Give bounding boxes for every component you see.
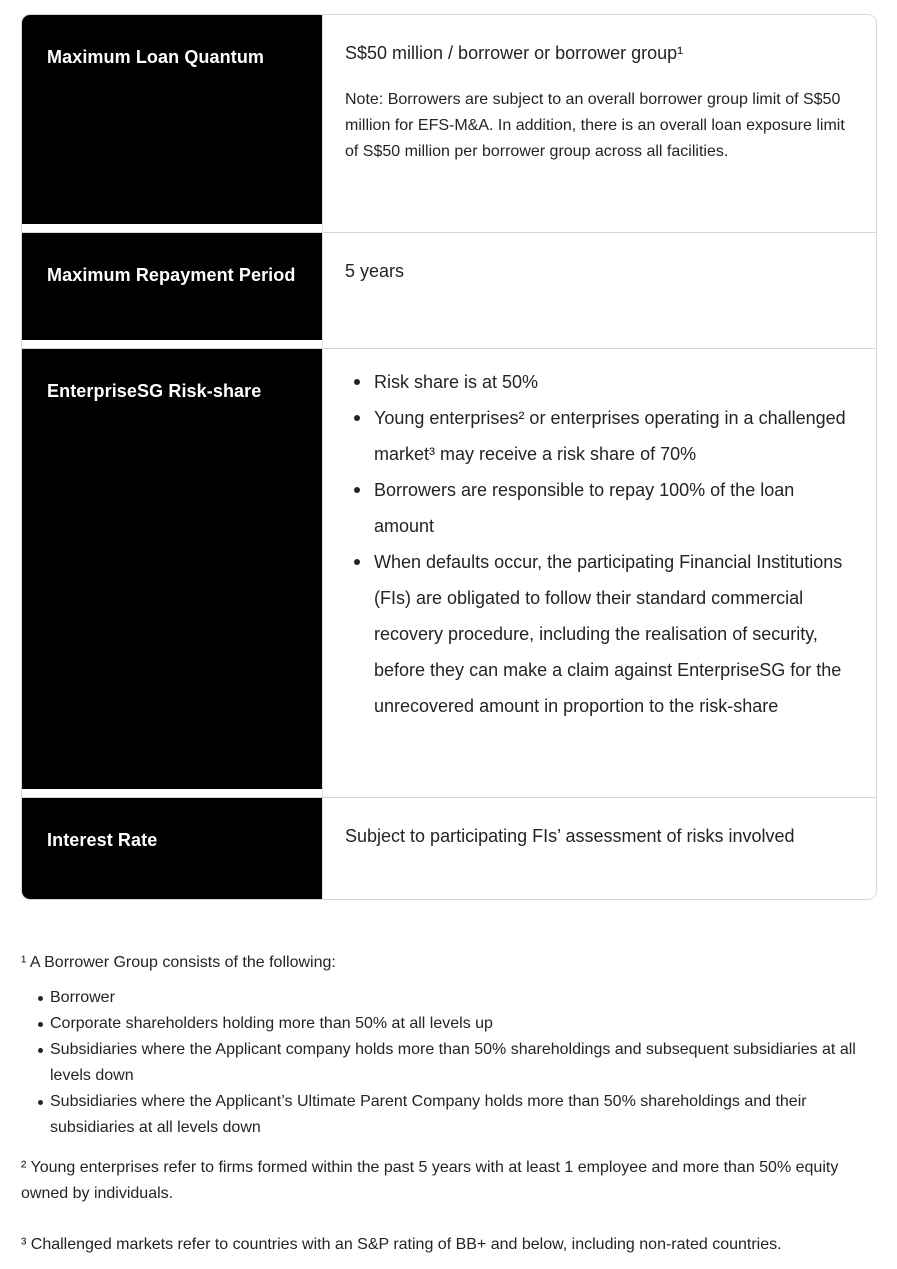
footnote-1-intro: ¹ A Borrower Group consists of the following: xyxy=(21,954,336,971)
footnote-1-item: Subsidiaries where the Applicant’s Ultimate Parent Company holds more than 50% shareholdings and their subsidiaries at all levels down xyxy=(21,1089,877,1141)
row-label-maximum-loan-quantum xyxy=(22,15,322,232)
table-row-maximum-loan-quantum xyxy=(22,15,876,232)
row-label-interest-rate xyxy=(22,798,322,899)
row-value-maximum-repayment-period xyxy=(322,233,876,348)
row-label-text: EnterpriseSG Risk-share xyxy=(47,381,262,401)
row-value-interest-rate xyxy=(322,798,876,899)
loan-quantum-note: Note: Borrowers are subject to an overall borrower group limit of S$50 million for EFS-M&A. In addition, there is an overall loan exposure limit of S$50 million per borrower group across all facilities. xyxy=(345,91,845,160)
row-label-maximum-repayment-period xyxy=(22,233,322,348)
row-label-text: Maximum Repayment Period xyxy=(47,265,296,285)
table-row-maximum-repayment-period xyxy=(22,232,876,348)
row-value-maximum-loan-quantum xyxy=(322,15,876,232)
risk-share-bullet-item: Young enterprises² or enterprises operating in a challenged market³ may receive a risk share of 70% xyxy=(345,400,848,472)
table-row-interest-rate xyxy=(22,797,876,899)
row-label-text: Maximum Loan Quantum xyxy=(47,47,265,67)
risk-share-bullet-item: Borrowers are responsible to repay 100% of the loan amount xyxy=(345,472,848,544)
footnote-2: ² Young enterprises refer to firms formed within the past 5 years with at least 1 employee and more than 50% equity owned by individuals. xyxy=(21,1159,839,1202)
loan-details-table xyxy=(21,14,877,900)
footnote-1-item: Borrower xyxy=(21,985,877,1011)
footnote-1-item: Subsidiaries where the Applicant company holds more than 50% shareholdings and subsequent subsidiaries at all levels down xyxy=(21,1037,877,1089)
footnote-1-list xyxy=(21,985,877,1141)
table-row-enterprisesg-risk-share xyxy=(22,348,876,797)
footnote-3: ³ Challenged markets refer to countries with an S&P rating of BB+ and below, including non-rated countries. xyxy=(21,1236,782,1253)
risk-share-bullet-item: Risk share is at 50% xyxy=(345,364,848,400)
row-label-enterprisesg-risk-share xyxy=(22,349,322,797)
risk-share-bullet-list xyxy=(345,364,848,724)
repayment-period-value: 5 years xyxy=(345,261,405,281)
loan-quantum-value: S$50 million / borrower or borrower group¹ xyxy=(345,43,684,63)
row-value-enterprisesg-risk-share xyxy=(322,349,876,797)
row-label-text: Interest Rate xyxy=(47,830,158,850)
risk-share-bullet-item: When defaults occur, the participating Financial Institutions (FIs) are obligated to follow their standard commercial recovery procedure, including the realisation of security, before they can make a claim against EnterpriseSG for the unrecovered amount in proportion to the risk-share xyxy=(345,544,848,724)
footnote-1-item: Corporate shareholders holding more than 50% at all levels up xyxy=(21,1011,877,1037)
interest-rate-value: Subject to participating FIs’ assessment of risks involved xyxy=(345,826,795,846)
footnotes-section xyxy=(21,950,877,1258)
